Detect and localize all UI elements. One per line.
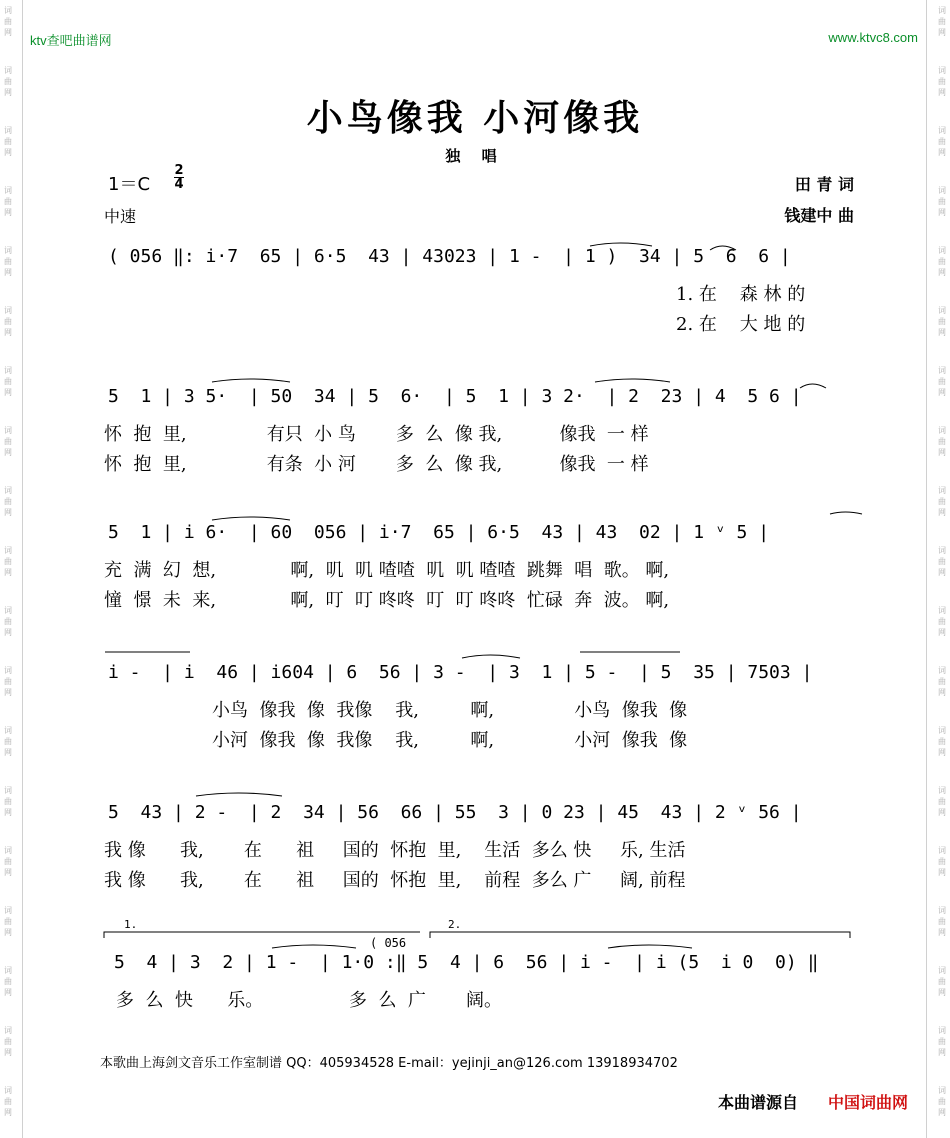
watermark-char: 词 <box>938 546 946 555</box>
header-left-site[interactable]: ktv查吧曲谱网 <box>30 33 112 48</box>
watermark-char: 曲 <box>4 977 12 986</box>
watermark-char: 词 <box>938 966 946 975</box>
watermark-char: 网 <box>4 988 12 997</box>
watermark-char: 网 <box>938 328 946 337</box>
watermark-char: 曲 <box>938 557 946 566</box>
watermark-char: 网 <box>938 28 946 37</box>
watermark-char: 曲 <box>4 77 12 86</box>
staff-1-lyric-verse-2: 2. 在 大 地 的 <box>676 314 806 335</box>
watermark-char: 网 <box>4 748 12 757</box>
watermark-char: 网 <box>4 328 12 337</box>
watermark-char: 网 <box>4 868 12 877</box>
watermark-char: 曲 <box>938 437 946 446</box>
watermark-char: 网 <box>938 808 946 817</box>
watermark-char: 词 <box>938 906 946 915</box>
watermark-char: 网 <box>4 208 12 217</box>
staff-5-notes: 5 43 | 2 - | 2 34 | 56 66 | 55 3 | 0 23 | 45 43 | 2 ᵛ 56 | <box>108 802 802 823</box>
watermark-char: 曲 <box>4 797 12 806</box>
watermark-char: 曲 <box>4 17 12 26</box>
watermark-char: 曲 <box>4 1097 12 1106</box>
staff-2-notes: 5 1 | 3 5· | 50 34 | 5 6· | 5 1 | 3 2· | 2 23 | 4 5 6 | <box>108 386 802 407</box>
watermark-char: 网 <box>4 28 12 37</box>
watermark-char: 曲 <box>4 1037 12 1046</box>
footer-source-prefix: 本曲谱源自 <box>718 1093 799 1112</box>
watermark-char: 曲 <box>4 497 12 506</box>
watermark-char: 网 <box>4 148 12 157</box>
watermark-char: 网 <box>938 628 946 637</box>
watermark-char: 词 <box>938 1026 946 1035</box>
watermark-char: 网 <box>938 508 946 517</box>
watermark-char: 词 <box>938 306 946 315</box>
watermark-char: 词 <box>4 786 12 795</box>
watermark-char: 网 <box>938 928 946 937</box>
footer-credit: 本歌曲上海剑文音乐工作室制谱 QQ：405934528 E-mail：yejinji_an@126.com 13918934702 <box>100 1056 678 1071</box>
staff-4-lyric-verse-1: 小鸟 像我 像 我像 我, 啊, 小鸟 像我 像 <box>212 700 688 721</box>
watermark-char: 曲 <box>4 197 12 206</box>
watermark-char: 词 <box>4 726 12 735</box>
song-title: 小鸟像我 小河像我 <box>306 97 644 139</box>
watermark-char: 网 <box>4 268 12 277</box>
watermark-char: 曲 <box>938 737 946 746</box>
watermark-char: 网 <box>4 88 12 97</box>
watermark-char: 曲 <box>4 737 12 746</box>
watermark-char: 网 <box>938 748 946 757</box>
staff-line-4 <box>0 650 950 750</box>
watermark-char: 网 <box>4 928 12 937</box>
staff-1-notes: ( 056 ‖: i·7 65 | 6·5 43 | 43023 | 1 - | 1 ) 34 | 5 6 6 | <box>108 246 791 267</box>
watermark-char: 曲 <box>938 977 946 986</box>
watermark-char: 曲 <box>938 257 946 266</box>
watermark-char: 词 <box>4 426 12 435</box>
watermark-char: 曲 <box>938 17 946 26</box>
watermark-char: 词 <box>938 1086 946 1095</box>
watermark-char: 网 <box>4 568 12 577</box>
watermark-char: 词 <box>4 366 12 375</box>
watermark-char: 网 <box>938 868 946 877</box>
watermark-char: 网 <box>938 568 946 577</box>
watermark-char: 词 <box>938 246 946 255</box>
watermark-char: 曲 <box>4 317 12 326</box>
watermark-char: 网 <box>938 448 946 457</box>
staff-3-notes: 5 1 | i 6· | 60 056 | i·7 65 | 6·5 43 | 43 02 | 1 ᵛ 5 | <box>108 522 770 543</box>
watermark-char: 曲 <box>938 797 946 806</box>
watermark-char: 词 <box>938 666 946 675</box>
footer-source-site[interactable]: 中国词曲网 <box>828 1093 909 1112</box>
staff-2-lyric-verse-2: 怀 抱 里, 有条 小 河 多 么 像 我, 像我 一 样 <box>104 454 649 475</box>
watermark-char: 网 <box>4 808 12 817</box>
watermark-char: 曲 <box>4 917 12 926</box>
watermark-char: 网 <box>4 1108 12 1117</box>
watermark-char: 曲 <box>938 1097 946 1106</box>
staff-line-2 <box>0 380 950 480</box>
pickup-notes: ( 056 <box>370 936 407 950</box>
tempo-marking: 中速 <box>104 207 137 226</box>
staff-2-lyric-verse-1: 怀 抱 里, 有只 小 鸟 多 么 像 我, 像我 一 样 <box>104 424 649 445</box>
watermark-char: 词 <box>938 66 946 75</box>
watermark-char: 词 <box>938 126 946 135</box>
watermark-char: 词 <box>4 246 12 255</box>
watermark-char: 曲 <box>4 437 12 446</box>
watermark-char: 曲 <box>938 917 946 926</box>
watermark-char: 网 <box>938 988 946 997</box>
watermark-char: 词 <box>4 546 12 555</box>
watermark-char: 曲 <box>938 857 946 866</box>
time-signature-top: 2 <box>174 163 184 178</box>
watermark-char: 词 <box>4 606 12 615</box>
watermark-char: 词 <box>938 366 946 375</box>
watermark-char: 词 <box>4 966 12 975</box>
watermark-char: 网 <box>938 88 946 97</box>
watermark-char: 词 <box>4 66 12 75</box>
staff-line-6 <box>0 918 950 1012</box>
watermark-char: 网 <box>938 148 946 157</box>
watermark-char: 曲 <box>938 677 946 686</box>
watermark-char: 网 <box>938 208 946 217</box>
watermark-char: 网 <box>938 388 946 397</box>
lyricist-credit: 田 青 词 <box>794 175 854 194</box>
watermark-char: 词 <box>938 726 946 735</box>
watermark-char: 词 <box>938 786 946 795</box>
watermark-char: 网 <box>938 1048 946 1057</box>
watermark-char: 网 <box>4 388 12 397</box>
watermark-char: 网 <box>4 448 12 457</box>
watermark-char: 词 <box>938 486 946 495</box>
staff-3-lyric-verse-2: 憧 憬 未 来, 啊, 叮 叮 咚咚 叮 叮 咚咚 忙碌 奔 波。 啊, <box>104 590 670 611</box>
time-signature <box>174 164 184 191</box>
song-subtitle: 独 唱 <box>445 147 505 165</box>
watermark-char: 曲 <box>938 377 946 386</box>
watermark-char: 曲 <box>938 497 946 506</box>
watermark-char: 曲 <box>4 137 12 146</box>
watermark-char: 网 <box>4 628 12 637</box>
watermark-char: 曲 <box>938 197 946 206</box>
watermark-char: 曲 <box>938 1037 946 1046</box>
watermark-char: 曲 <box>938 617 946 626</box>
watermark-char: 词 <box>4 306 12 315</box>
staff-4-lyric-verse-2: 小河 像我 像 我像 我, 啊, 小河 像我 像 <box>212 730 688 751</box>
watermark-char: 词 <box>4 486 12 495</box>
watermark-char: 词 <box>4 906 12 915</box>
staff-4-notes: i - | i 46 | i604 | 6 56 | 3 - | 3 1 | 5 - | 5 35 | 7503 | <box>108 662 813 683</box>
watermark-char: 曲 <box>938 317 946 326</box>
watermark-char: 网 <box>938 688 946 697</box>
volta-1-label: 1. <box>124 918 138 931</box>
watermark-char: 曲 <box>4 677 12 686</box>
staff-5-lyric-verse-1: 我 像 我, 在 祖 国的 怀抱 里, 生活 多么 快 乐, 生活 <box>104 840 686 861</box>
watermark-char: 词 <box>938 606 946 615</box>
watermark-char: 词 <box>4 186 12 195</box>
watermark-char: 曲 <box>4 257 12 266</box>
composer-credit: 钱建中 曲 <box>784 206 854 225</box>
watermark-char: 曲 <box>938 77 946 86</box>
watermark-char: 曲 <box>938 137 946 146</box>
staff-3-lyric-verse-1: 充 满 幻 想, 啊, 叽 叽 喳喳 叽 叽 喳喳 跳舞 唱 歌。 啊, <box>104 560 670 581</box>
key-signature: 1＝C <box>108 174 151 195</box>
watermark-char: 曲 <box>4 377 12 386</box>
staff-line-5 <box>0 790 950 890</box>
watermark-char: 网 <box>4 508 12 517</box>
staff-1-lyric-verse-1: 1. 在 森 林 的 <box>676 284 806 305</box>
watermark-char: 网 <box>4 688 12 697</box>
staff-6-notes: 5 4 | 3 2 | 1 - | 1·0 :‖ 5 4 | 6 56 | i - | i (5 i 0 0) ‖ <box>114 952 819 973</box>
volta-2-label: 2. <box>448 918 462 931</box>
staff-line-1 <box>0 240 950 350</box>
watermark-char: 词 <box>938 6 946 15</box>
watermark-char: 曲 <box>4 617 12 626</box>
header-right-site[interactable]: www.ktvc8.com <box>828 30 918 45</box>
watermark-char: 词 <box>938 846 946 855</box>
watermark-char: 词 <box>4 846 12 855</box>
watermark-char: 词 <box>4 666 12 675</box>
watermark-char: 词 <box>4 1026 12 1035</box>
watermark-char: 词 <box>4 1086 12 1095</box>
watermark-char: 曲 <box>4 857 12 866</box>
staff-6-lyric: 多 么 快 乐。 多 么 广 阔。 <box>116 990 502 1011</box>
watermark-char: 网 <box>938 1108 946 1117</box>
watermark-char: 词 <box>938 186 946 195</box>
watermark-char: 词 <box>4 126 12 135</box>
watermark-char: 词 <box>4 6 12 15</box>
staff-5-lyric-verse-2: 我 像 我, 在 祖 国的 怀抱 里, 前程 多么 广 阔, 前程 <box>104 870 686 891</box>
staff-line-3 <box>0 512 950 612</box>
watermark-char: 曲 <box>4 557 12 566</box>
watermark-char: 网 <box>938 268 946 277</box>
time-signature-bottom: 4 <box>174 177 184 192</box>
watermark-char: 网 <box>4 1048 12 1057</box>
watermark-char: 词 <box>938 426 946 435</box>
